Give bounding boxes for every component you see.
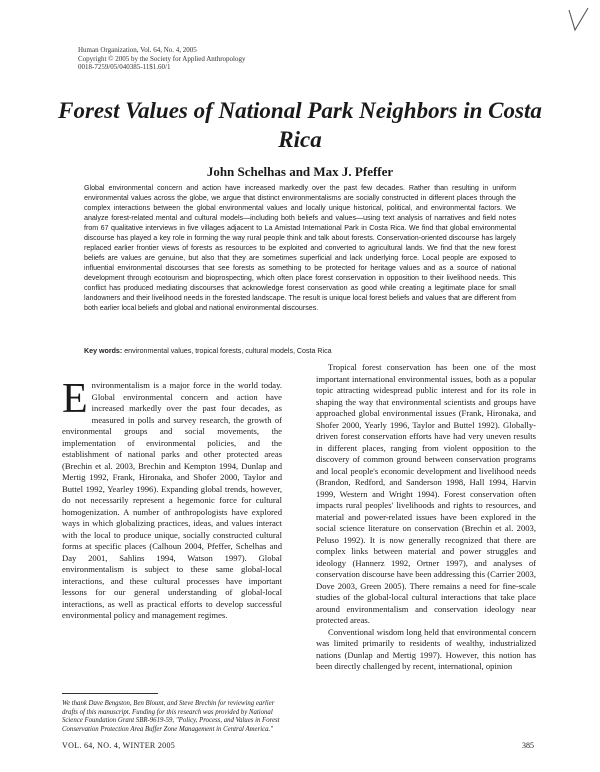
abstract: Global environmental concern and action have increased markedly over the past few decades. Rather than resulting in uniform environmental values across the globe, we argue that distinct environmentalisms are socially constructed in different places through the complex interactions between the global environmental values and locally unique historical, political, and environmental factors. We analyze forest-related mental and cultural models—including both beliefs and values—using text analysis of narratives and field notes from 67 qualitative interviews in five villages adjacent to La Amistad International Park in Costa Rica. We find that global environmental discourse has played a key role in forming the way rural people think and talk about forests. Conservation-oriented discourse has largely replaced earlier frontier views of forests as resources to be exploited and converted to agricultural lands. We find that the new forest beliefs are values are genuine, but also that they are sometimes superficial and lack underlying force. Local people are exposed to influential environmental discourses that see forests as something to be protected for heritage values and as a source of national development through ecotourism and bioprospecting, which often place forest conservation in opposition to their livelihood needs. This conflict has produced mediating discourses that acknowledge forest conservation as good while creating a legitimate place for small landowners and their livelihood needs in the forested landscape. The result is unique local forest beliefs and values that are different from both earlier local beliefs and global and national environmental discourses. [84,184,516,312]
keywords-text: environmental values, tropical forests, cultural models, Costa Rica [124,347,332,355]
keywords-line [84,346,516,356]
journal-citation [78,46,245,72]
journal-line-1: Human Organization, Vol. 64, No. 4, 2005 [78,46,197,54]
keywords-label: Key words: [84,347,123,355]
footnote-divider [62,693,158,694]
article-title: Forest Values of National Park Neighbors in Costa Rica [58,98,542,152]
right-column-paragraph-1: Tropical forest conservation has been one of the most important international environmental issues, both as a popular topic attracting widespread public interest and for its role in shaping the way that environmental scientists and groups have approached global environmental issues (Frank, Hironaka, and Shofer 2000, Yearly 1996, Taylor and Buttel 1992). Globally-driven forest conservation efforts have had very uneven results in different places, ranging from violent opposition to the discovery of common ground between conservation programs and local people's economic development and livelihood needs (Brandon, Redford, and Sanderson 1998, Hall 1994, Harvin 1999, Western and Wright 1994). Forest conservation often impacts rural peoples' livelihoods and rights to resources, and material and power-related issues have been explored in the social science literature on conservation (Brechin et al. 2003, Peluso 1992). It is now generally recognized that there are complex links between material and power struggles and ideology (Hannerz 1992, Ortner 1997), and analyses of conservation discourse have been addressing this (Carrier 2003, Dove 2003, Green 2005). There remains a need for fine-scale studies of the global-local cultural interactions that take place around environmentalism and conservation ideology near protected areas. [316,362,536,625]
journal-line-3: 0018-7259/05/040385-11$1.60/1 [78,63,171,71]
handwritten-check-mark [566,6,592,34]
drop-cap: E [62,380,88,422]
right-column-paragraph-2: Conventional wisdom long held that environmental concern was limited primarily to residents of wealthy, industrialized nations (Dunlap and Mertig 1997). However, this notion has been directly challenged by recent, international, opinion [316,626,536,671]
right-column [316,362,536,724]
page-number: 385 [522,741,534,750]
left-column-paragraph: nvironmentalism is a major force in the world today. Global environmental concern and action have increased markedly over the past four decades, as measured in polls and survey research, the growth of environmental groups and social movements, the implementation of environmental policies, and the establishment of national parks and other protected areas (Brechin et al. 2003, Brechin and Kempton 1994, Dunlap and Mertig 1992, Frank, Hironaka, and Shofer 2000, Taylor and Buttel 1992, Yearley 1996). Expanding global trends, however, do not necessarily represent a hegemonic force for cultural homogenization. A number of anthropologists have explored ways in which globalizing practices, ideas, and values interact with the local to produce unique, socially constructed cultural forms at specific places (Calhoun 2004, Pfeffer, Schelhas and Day 2001, Sahlins 1994, Watson 1997). Global environmentalism is subject to these same global-local interactions, and these cultural processes have important lessons for our general understanding of global-local interactions, as well as practical efforts to develop successful environmental policy and management regimes. [62,380,282,620]
acknowledgment-footnote: We thank Dave Bengston, Ben Blount, and Steve Brechin for reviewing earlier drafts of this manuscript. Funding for this research was provided by National Science Foundation Grant SBR-9619-59, "Policy, Process, and Values in Forest Conservation Protection Area Buffer Zone Management in Central America." [62,700,280,733]
issue-footer: VOL. 64, NO. 4, WINTER 2005 [62,741,176,750]
article-authors: John Schelhas and Max J. Pfeffer [206,164,394,179]
left-column [62,380,282,720]
journal-line-2: Copyright © 2005 by the Society for Applied Anthropology [78,54,246,63]
